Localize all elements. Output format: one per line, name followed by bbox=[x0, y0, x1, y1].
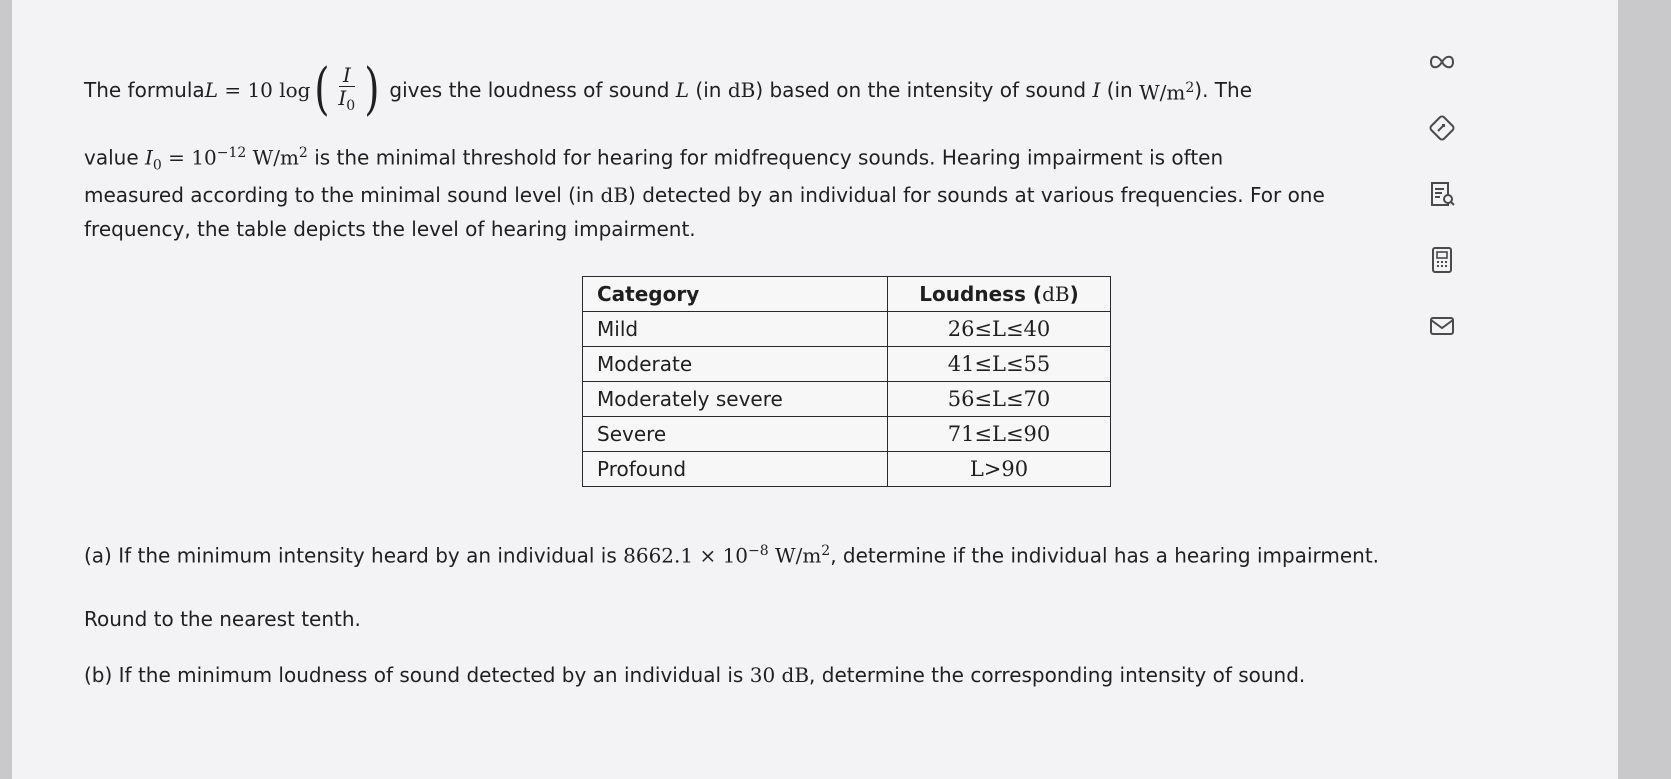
category-cell: Profound bbox=[583, 452, 888, 487]
unit-sup: 2 bbox=[1185, 79, 1195, 96]
formula-log: = 10 log bbox=[217, 78, 311, 102]
category-cell: Moderate bbox=[583, 347, 888, 382]
range-cell: 71≤L≤90 bbox=[888, 417, 1111, 452]
question-a bbox=[84, 536, 1384, 571]
den-subscript: 0 bbox=[346, 97, 356, 114]
intro-text: ) detected by an individual for sounds at various frequencies. For one bbox=[628, 183, 1325, 207]
exponent: −12 bbox=[216, 145, 247, 161]
intro-text: gives the loudness of sound bbox=[383, 78, 676, 102]
intro-text: measured according to the minimal sound level (in bbox=[84, 183, 601, 207]
question-a-text: , determine if the individual has a hearing impairment. bbox=[830, 543, 1380, 568]
mail-icon bbox=[1427, 314, 1457, 338]
left-paren: ( bbox=[313, 57, 330, 122]
formula-variable-L: L bbox=[204, 78, 218, 102]
header-text: ) bbox=[1069, 282, 1079, 306]
variable-L: L bbox=[675, 78, 690, 102]
pencil-diamond-icon bbox=[1427, 113, 1457, 143]
hint-button[interactable] bbox=[1424, 110, 1460, 146]
equals-ten: = 10 bbox=[161, 145, 217, 170]
question-b-text: , determine the corresponding intensity of sound. bbox=[809, 663, 1306, 687]
question-b bbox=[84, 660, 1444, 690]
intro-text: is the minimal threshold for hearing for midfrequency sounds. Hearing impairment is often bbox=[307, 145, 1224, 170]
question-page bbox=[12, 0, 1618, 779]
question-a-unit-sup: 2 bbox=[821, 543, 831, 559]
column-header-category: Category bbox=[583, 277, 888, 312]
fraction-I-over-I0 bbox=[334, 64, 359, 117]
unit-text: W/m bbox=[246, 145, 299, 170]
table-row bbox=[583, 417, 1111, 452]
range-cell: 41≤L≤55 bbox=[888, 347, 1111, 382]
unit-dB: dB bbox=[600, 183, 629, 207]
unit-wm2 bbox=[1139, 73, 1194, 108]
question-a-text: (a) If the minimum intensity heard by an individual is bbox=[84, 543, 624, 568]
intro-text: (in bbox=[689, 78, 728, 102]
question-a-rounding-note: Round to the nearest tenth. bbox=[84, 607, 361, 631]
unit-dB: dB bbox=[727, 78, 756, 102]
variable-I0: I bbox=[145, 145, 153, 170]
question-b-value: 30 dB bbox=[749, 663, 810, 687]
fraction-numerator: I bbox=[339, 64, 355, 87]
subscript-0: 0 bbox=[152, 157, 162, 174]
infinity-icon bbox=[1428, 54, 1456, 70]
intro-text: value bbox=[84, 145, 145, 170]
question-a-exponent: −8 bbox=[748, 543, 769, 559]
right-paren: ) bbox=[364, 57, 380, 122]
column-header-loudness bbox=[888, 277, 1111, 312]
category-cell: Mild bbox=[583, 312, 888, 347]
table-row bbox=[583, 382, 1111, 417]
range-cell: L>90 bbox=[888, 452, 1111, 487]
intro-text: (in bbox=[1100, 78, 1140, 102]
question-b-text: (b) If the minimum loudness of sound detected by an individual is bbox=[84, 663, 750, 687]
calculator-icon bbox=[1427, 245, 1457, 275]
intro-text: frequency, the table depicts the level of hearing impairment. bbox=[84, 217, 696, 241]
table-row bbox=[583, 452, 1111, 487]
calculator-button[interactable] bbox=[1424, 242, 1460, 278]
intro-text: ) based on the intensity of sound bbox=[755, 78, 1093, 102]
textbook-button[interactable] bbox=[1424, 176, 1460, 212]
table-row bbox=[583, 312, 1111, 347]
intro-text: ). The bbox=[1194, 78, 1252, 102]
range-cell: 26≤L≤40 bbox=[888, 312, 1111, 347]
variable-I: I bbox=[1092, 78, 1101, 102]
table-row bbox=[583, 347, 1111, 382]
infinity-button[interactable] bbox=[1424, 44, 1460, 80]
header-text: Loudness ( bbox=[919, 282, 1043, 306]
category-cell: Moderately severe bbox=[583, 382, 888, 417]
question-a-value: 8662.1 × 10 bbox=[623, 543, 749, 568]
range-cell: 56≤L≤70 bbox=[888, 382, 1111, 417]
intro-text: The formula bbox=[84, 78, 205, 102]
intro-line-1 bbox=[84, 57, 1444, 122]
table-header-row bbox=[583, 277, 1111, 312]
question-a-unit: W/m bbox=[768, 543, 822, 568]
document-search-icon bbox=[1427, 179, 1457, 209]
category-cell: Severe bbox=[583, 417, 888, 452]
den-I: I bbox=[338, 85, 347, 110]
message-button[interactable] bbox=[1424, 308, 1460, 344]
unit-sup: 2 bbox=[298, 145, 308, 161]
fraction-denominator bbox=[334, 87, 359, 117]
header-unit: dB bbox=[1042, 282, 1070, 306]
hearing-impairment-table bbox=[582, 276, 1111, 487]
intro-line-3 bbox=[84, 180, 1444, 210]
intro-line-4 bbox=[84, 214, 1444, 244]
intro-line-2 bbox=[84, 138, 1444, 181]
unit-text: W/m bbox=[1139, 80, 1186, 105]
